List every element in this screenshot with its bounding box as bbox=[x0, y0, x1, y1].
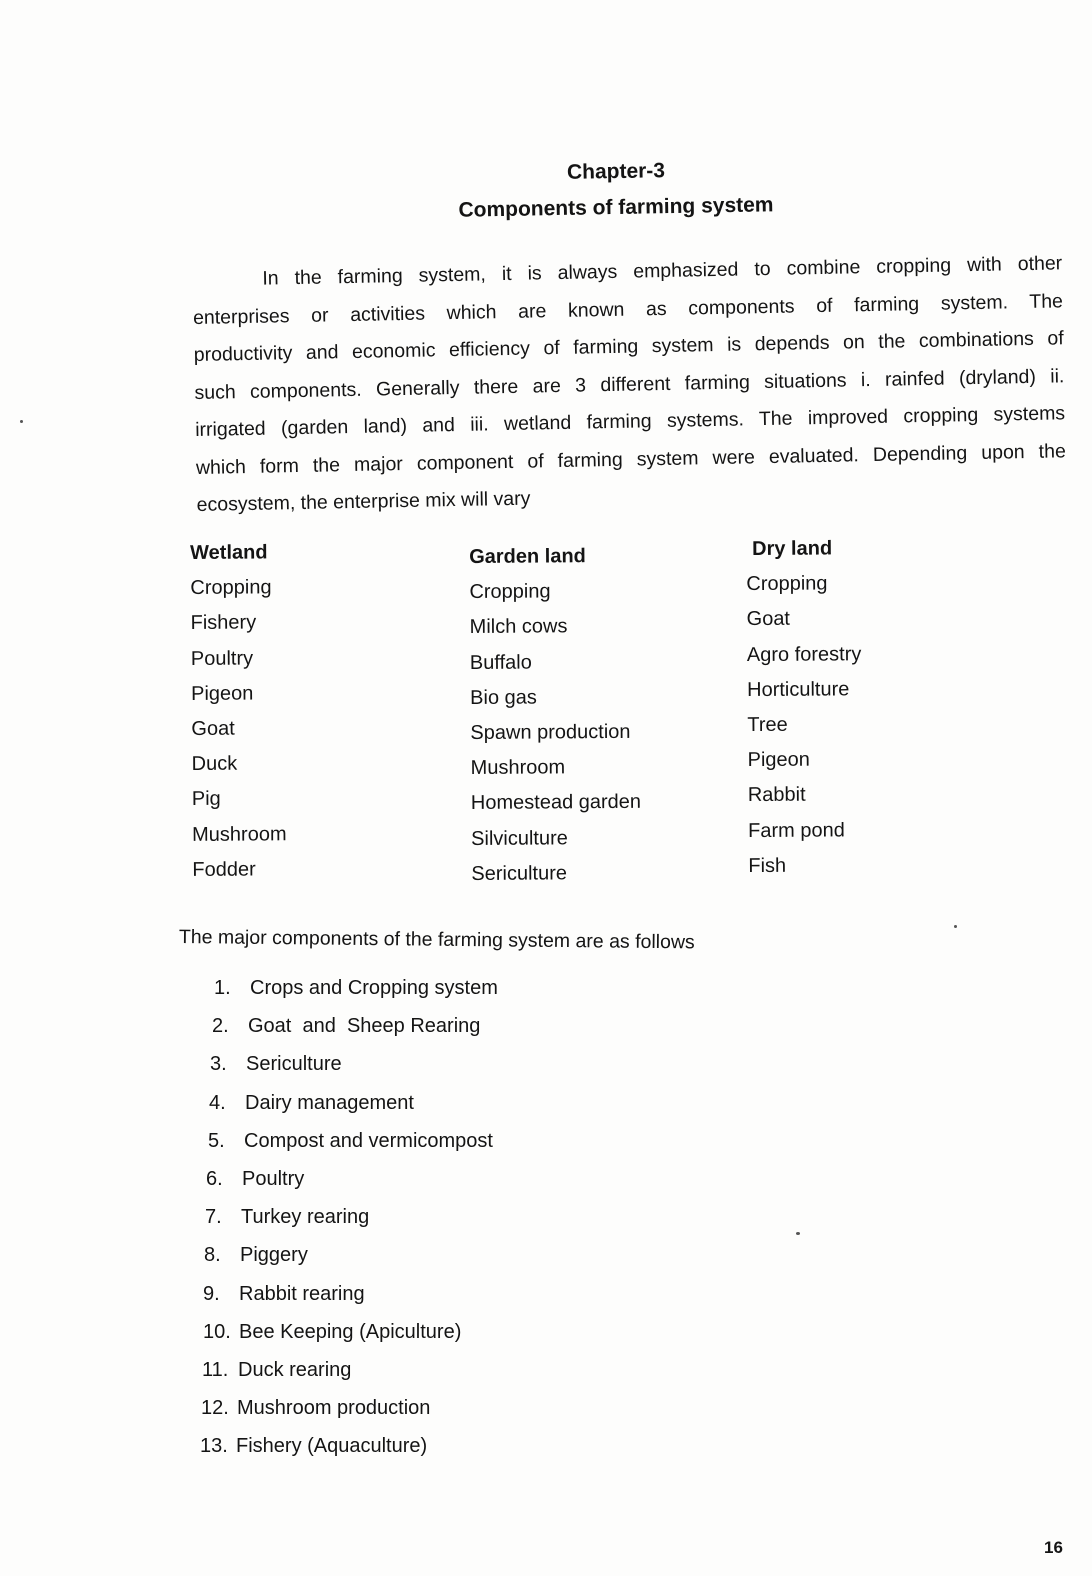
list-item bbox=[210, 1046, 498, 1084]
intro-line: productivity and economic efficiency of farming system is depends on the combinations of bbox=[193, 327, 1064, 366]
chapter-title: Components of farming system bbox=[458, 193, 774, 222]
column-wetland bbox=[190, 535, 287, 888]
list-number: 8. bbox=[204, 1244, 221, 1267]
list-label: Fishery (Aquaculture) bbox=[236, 1435, 428, 1458]
list-item bbox=[206, 1161, 498, 1199]
chapter-label: Chapter-3 bbox=[566, 159, 666, 184]
list-number: 13. bbox=[200, 1435, 228, 1458]
column-header: Dry land bbox=[752, 537, 833, 561]
list-label: Piggery bbox=[240, 1244, 308, 1267]
column-header: Garden land bbox=[469, 545, 586, 568]
list-item bbox=[212, 1008, 498, 1046]
list-label: Duck rearing bbox=[238, 1358, 352, 1381]
list-number: 1. bbox=[214, 977, 231, 999]
list-number: 5. bbox=[208, 1129, 225, 1152]
list-item bbox=[214, 970, 498, 1008]
table-cell: Sericulture bbox=[471, 862, 568, 885]
column-dry-land bbox=[746, 531, 863, 884]
scan-speck bbox=[954, 925, 957, 928]
table-cell: Duck bbox=[191, 752, 238, 776]
list-item bbox=[202, 1352, 498, 1390]
list-label: Turkey rearing bbox=[241, 1206, 370, 1229]
table-cell: Cropping bbox=[746, 572, 828, 596]
table-cell: Goat bbox=[191, 717, 235, 740]
table-cell: Tree bbox=[747, 713, 788, 736]
table-cell: Homestead garden bbox=[470, 791, 642, 815]
table-cell: Cropping bbox=[469, 580, 551, 604]
table-cell: Milch cows bbox=[469, 615, 568, 639]
table-cell: Rabbit bbox=[747, 783, 806, 807]
list-number: 7. bbox=[205, 1206, 222, 1229]
table-cell: Goat bbox=[746, 608, 791, 631]
list-label: Sericulture bbox=[246, 1053, 342, 1076]
table-cell: Pigeon bbox=[747, 748, 810, 772]
list-item bbox=[208, 1123, 498, 1161]
page-number: 16 bbox=[1044, 1538, 1063, 1557]
list-number: 12. bbox=[201, 1397, 229, 1420]
list-number: 4. bbox=[209, 1091, 226, 1114]
list-label: Compost and vermicompost bbox=[244, 1129, 493, 1152]
table-cell: Mushroom bbox=[470, 756, 566, 780]
list-number: 3. bbox=[210, 1053, 227, 1076]
list-number: 9. bbox=[203, 1282, 220, 1305]
scan-speck bbox=[20, 420, 23, 423]
table-cell: Buffalo bbox=[469, 651, 532, 674]
table-cell: Fish bbox=[748, 854, 787, 877]
table-cell: Horticulture bbox=[747, 678, 850, 701]
list-label: Crops and Cropping system bbox=[250, 977, 498, 999]
list-item bbox=[204, 1237, 498, 1275]
intro-line: enterprises or activities which are known as components of farming system. The bbox=[192, 289, 1064, 329]
list-item bbox=[200, 1428, 498, 1466]
list-number: 11. bbox=[202, 1358, 229, 1381]
list-number: 10. bbox=[203, 1320, 231, 1343]
table-cell: Fodder bbox=[192, 858, 256, 881]
column-garden-land bbox=[469, 539, 642, 892]
table-cell: Pig bbox=[191, 788, 221, 811]
list-label: Poultry bbox=[242, 1167, 305, 1190]
enterprise-mix-table bbox=[182, 531, 902, 885]
table-cell: Silviculture bbox=[471, 826, 568, 850]
intro-line: such components. Generally there are 3 different farming situations i. rainfed (dryland) ii. bbox=[194, 364, 1065, 404]
components-intro: The major components of the farming system are as follows bbox=[178, 926, 695, 954]
table-cell: Farm pond bbox=[747, 818, 845, 842]
intro-line: In the farming system, it is always emphasized to combine cropping with other bbox=[262, 252, 1063, 290]
table-cell: Cropping bbox=[190, 576, 272, 600]
list-label: Goat and Sheep Rearing bbox=[248, 1015, 481, 1038]
table-cell: Agro forestry bbox=[746, 642, 862, 666]
list-item bbox=[201, 1390, 498, 1428]
intro-line: ecosystem, the enterprise mix will vary bbox=[196, 487, 531, 516]
list-number: 6. bbox=[206, 1167, 223, 1190]
list-label: Bee Keeping (Apiculture) bbox=[239, 1320, 462, 1343]
scan-speck bbox=[796, 1232, 800, 1235]
list-item bbox=[209, 1085, 498, 1123]
list-number: 2. bbox=[212, 1015, 229, 1038]
list-item bbox=[205, 1199, 498, 1237]
list-item bbox=[203, 1314, 498, 1352]
list-item bbox=[203, 1276, 498, 1314]
column-header: Wetland bbox=[190, 541, 268, 564]
intro-line: which form the major component of farming system were evaluated. Depending upon the bbox=[195, 439, 1066, 479]
intro-line: irrigated (garden land) and iii. wetland farming systems. The improved cropping systems bbox=[195, 402, 1066, 441]
table-cell: Pigeon bbox=[191, 682, 254, 705]
table-cell: Poultry bbox=[190, 647, 254, 670]
intro-paragraph bbox=[192, 245, 1067, 524]
components-list bbox=[200, 970, 498, 1466]
table-cell: Mushroom bbox=[192, 822, 287, 846]
list-label: Mushroom production bbox=[237, 1397, 431, 1420]
list-label: Rabbit rearing bbox=[239, 1282, 365, 1305]
table-cell: Fishery bbox=[190, 611, 257, 635]
table-cell: Spawn production bbox=[470, 720, 631, 744]
list-label: Dairy management bbox=[245, 1091, 414, 1114]
table-cell: Bio gas bbox=[470, 686, 537, 709]
